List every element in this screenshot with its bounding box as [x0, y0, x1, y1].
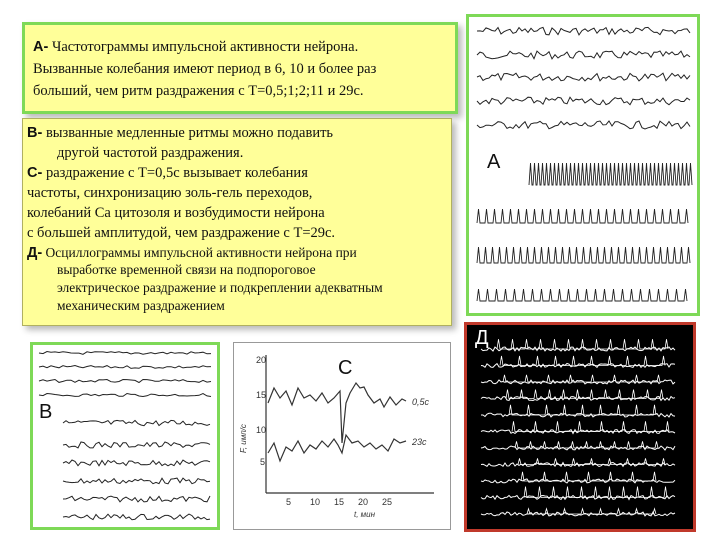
- trace-b-8: [63, 496, 210, 502]
- curve-0-5s: [268, 383, 406, 443]
- text-a-line1: Частотограммы импульсной активности нейрона.: [48, 39, 359, 55]
- y-tick: 20: [256, 355, 267, 365]
- text-c-line1: раздражение с Т=0,5с вызывает колебания: [42, 165, 308, 181]
- y-axis-label: F, имп/с: [239, 424, 248, 453]
- panel-a-frequency-traces: [466, 14, 700, 316]
- x-tick: 10: [310, 497, 321, 507]
- trace-b-1: [39, 366, 211, 369]
- text-b-line1: вызванные медленные ритмы можно подавить: [42, 125, 334, 141]
- x-tick: 15: [334, 497, 345, 507]
- letter-a: А-: [33, 39, 49, 55]
- curve-label-0-5s: 0,5с: [412, 397, 430, 407]
- text-d-line4: механическим раздражением: [57, 298, 225, 313]
- trace-b-0: [39, 352, 211, 355]
- panel-d-oscillograms: [464, 322, 696, 532]
- text-a-line2: Вызванные колебания имеют период в 6, 10 и более раз: [33, 61, 377, 77]
- curve-23s: [268, 435, 406, 461]
- curve-label-23s: 23с: [412, 437, 427, 447]
- trace-a-3: [477, 97, 690, 105]
- trace-a-0: [477, 27, 690, 35]
- panel-b-traces: [30, 342, 220, 530]
- letter-d: Д-: [27, 245, 43, 261]
- trace-a-spikes-3: [477, 289, 687, 301]
- y-tick: 5: [260, 457, 266, 467]
- trace-a-2: [477, 73, 690, 81]
- x-tick: 25: [382, 497, 393, 507]
- x-tick: 20: [358, 497, 369, 507]
- traces-b-svg: [33, 345, 217, 527]
- panel-a-label: А: [487, 151, 501, 173]
- text-box-bcd: [22, 118, 452, 326]
- traces-d-svg: [467, 325, 693, 529]
- letter-c: С-: [27, 165, 43, 181]
- trace-a-1: [477, 51, 690, 59]
- trace-a-spikes-1: [477, 209, 688, 223]
- text-c-line4: с большей амплитудой, чем раздражение с Т=29с.: [27, 225, 336, 241]
- y-tick: 15: [256, 390, 267, 400]
- panel-c-label: С: [338, 357, 353, 379]
- trace-b-3: [39, 394, 211, 397]
- x-axis-label: t, мин: [354, 510, 376, 519]
- trace-a-spikes-2: [477, 247, 690, 263]
- trace-b-4: [63, 420, 210, 425]
- trace-b-2: [39, 380, 211, 383]
- trace-b-7: [63, 478, 210, 484]
- trace-a-spikes-0: [529, 163, 692, 185]
- text-d-line1: Осциллограммы импульсной активности нейрона при: [42, 245, 357, 260]
- trace-b-6: [63, 460, 210, 466]
- text-c-line2: частоты, синхронизацию золь-гель переходов,: [27, 185, 313, 201]
- panel-d-label: Д: [475, 327, 489, 349]
- trace-a-4: [477, 121, 690, 129]
- text-a-line3: больший, чем ритм раздражения с Т=0,5;1;2;11 и 29с.: [33, 83, 364, 99]
- trace-b-5: [63, 442, 210, 448]
- text-c-line3: колебаний Са цитозоля и возбудимости нейрона: [27, 205, 325, 221]
- traces-a-svg: [469, 17, 697, 313]
- text-b-line2: другой частотой раздражения.: [57, 145, 244, 161]
- text-box-a: [22, 22, 458, 114]
- trace-b-9: [63, 514, 210, 520]
- y-tick: 10: [256, 425, 267, 435]
- panel-b-label: В: [39, 401, 53, 423]
- text-d-line2: выработке временной связи на подпороговое: [57, 262, 316, 277]
- trace-d-spikes-5: [512, 421, 669, 431]
- panel-c-graph: [233, 342, 451, 530]
- letter-b: В-: [27, 125, 43, 141]
- text-d-line3: электрическое раздражение и подкреплении адекватным: [57, 280, 383, 295]
- x-tick: 5: [286, 497, 292, 507]
